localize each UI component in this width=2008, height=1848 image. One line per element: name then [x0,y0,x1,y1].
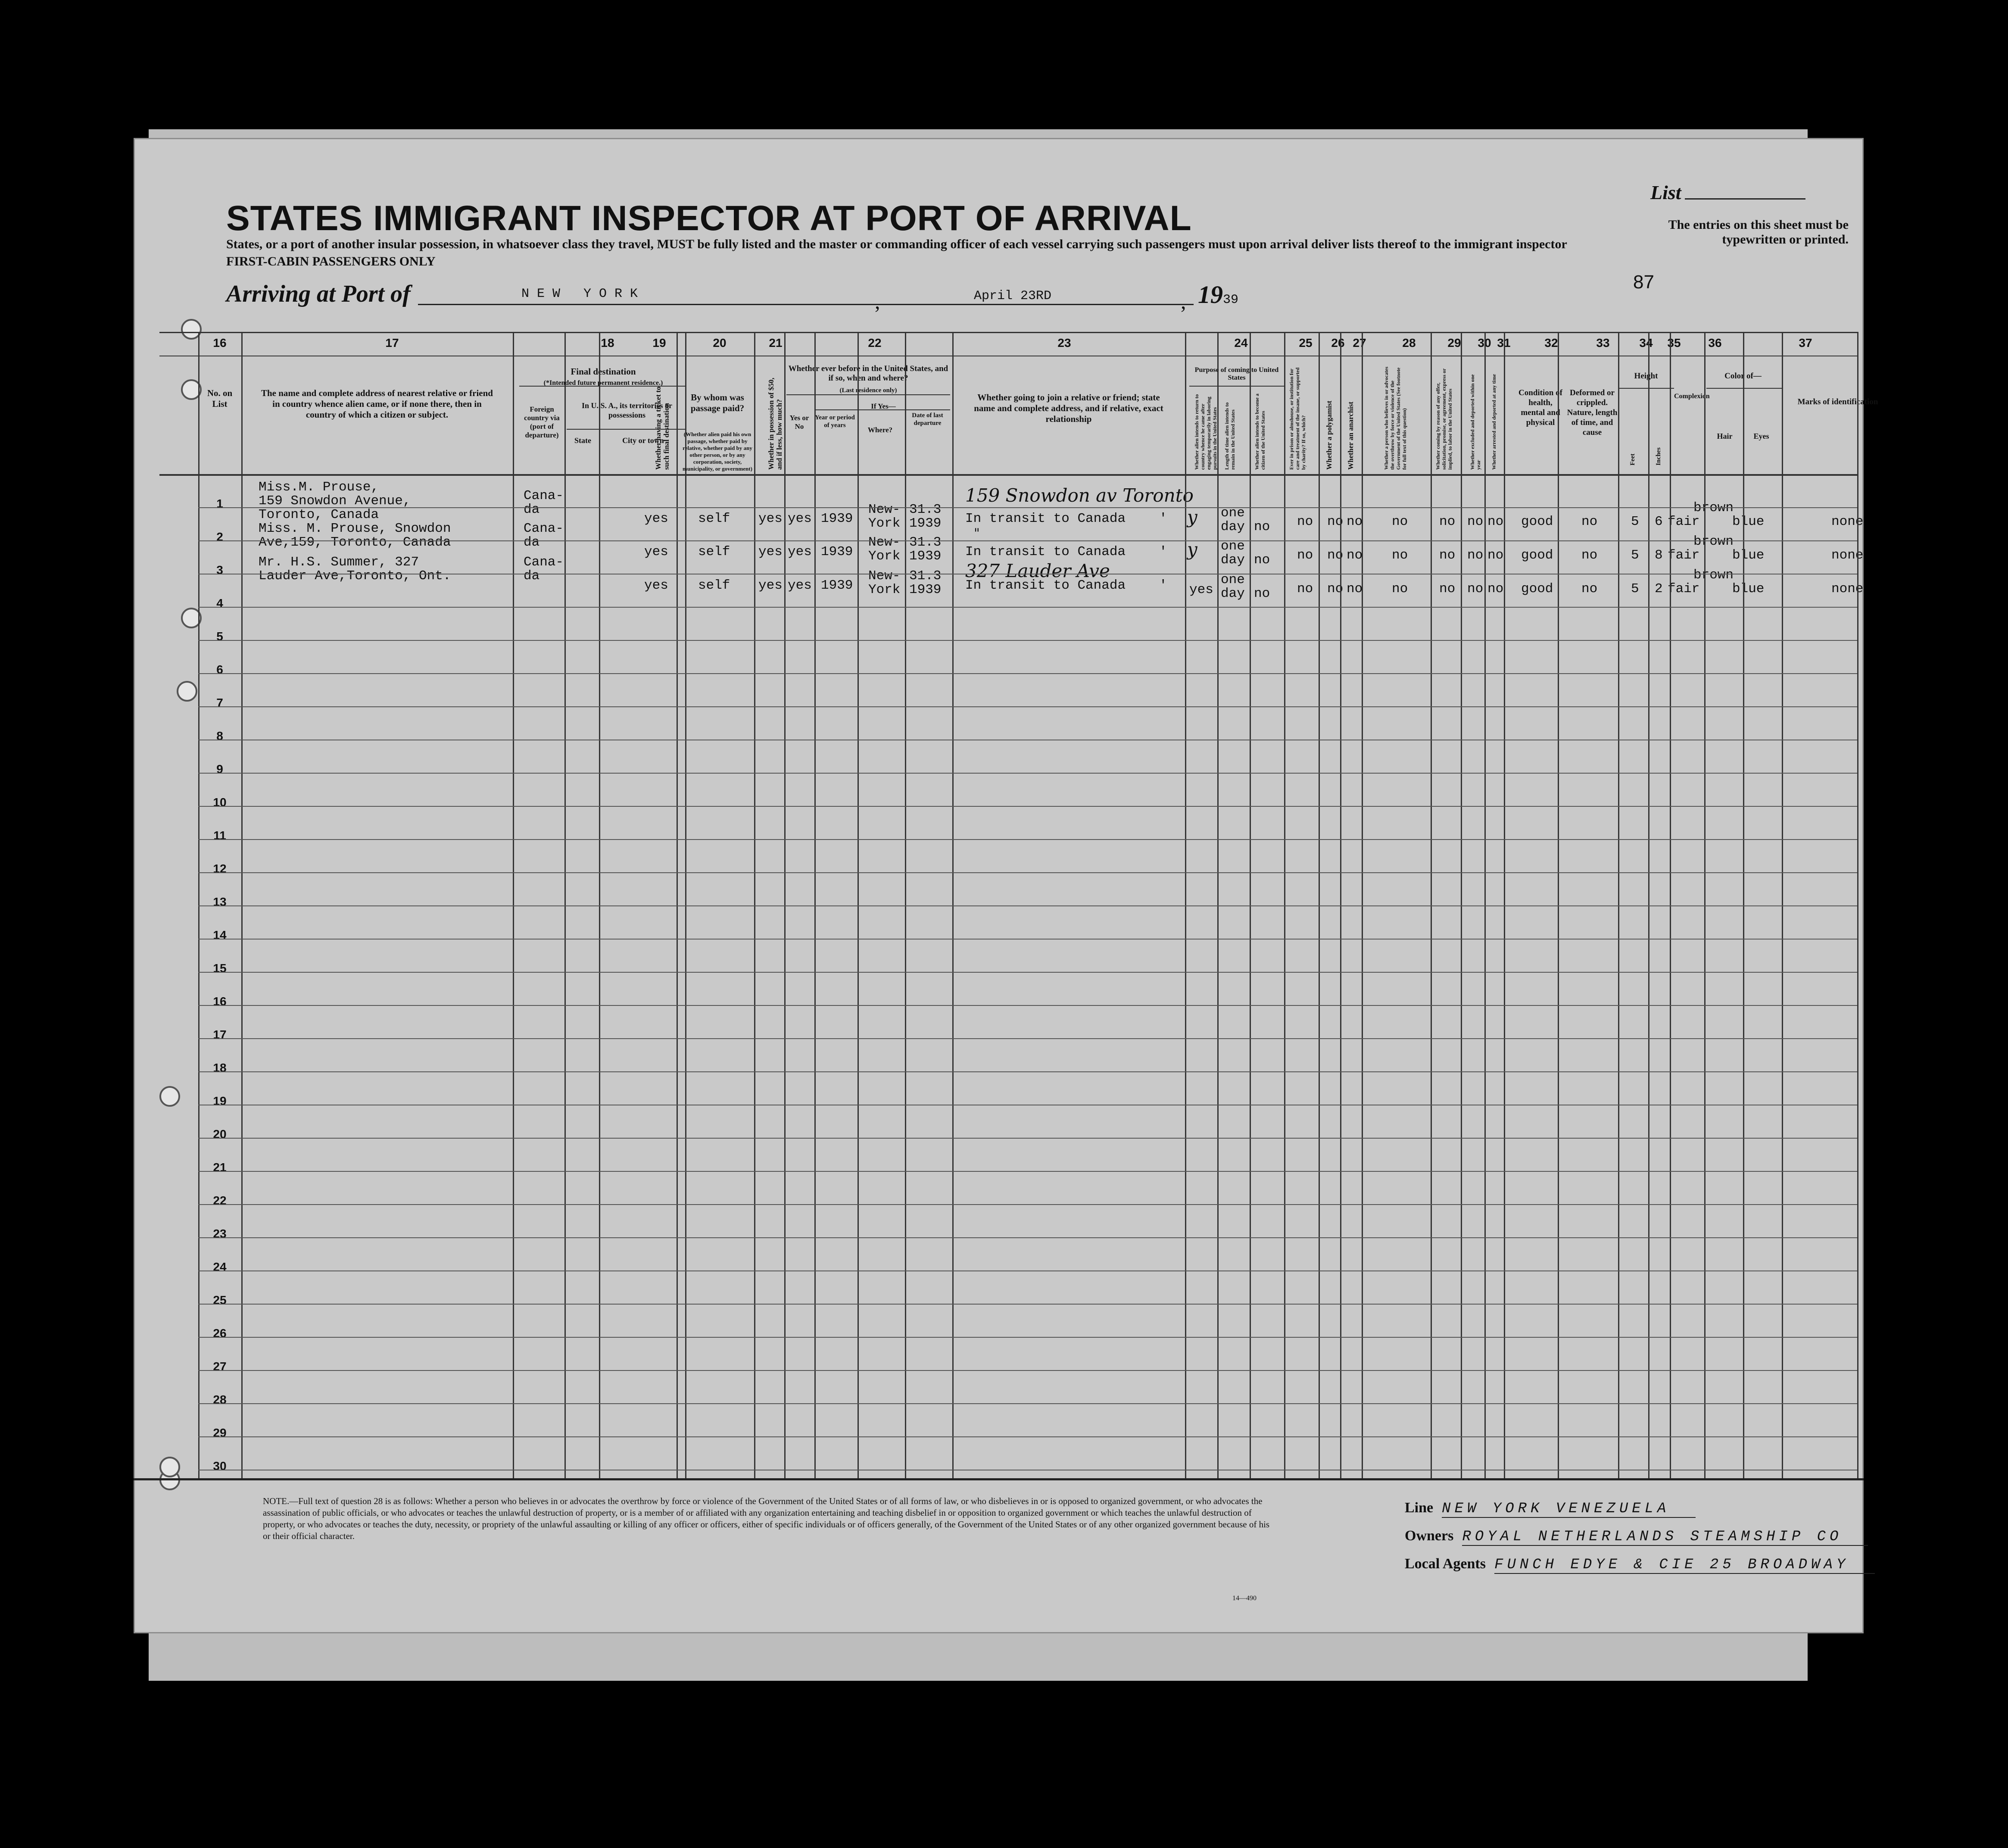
row-number: 5 [216,630,223,643]
subheader-rule [1189,386,1284,387]
q31-cell: no [1487,581,1504,596]
column-rule [1185,332,1186,1478]
hdr-prison: Ever in prison or almshouse, or institution for care and treatment of the insane, or supported by charity? If so, which? [1288,367,1306,470]
possession-cell: yes [758,544,783,559]
q29-cell: no [1439,581,1456,596]
relative-address: Ave,159, Toronto, Canada [259,535,451,550]
where-cell: New- [868,535,901,550]
col-number: 37 [1799,336,1812,350]
arrival-year: 1939 [1198,281,1239,309]
column-rule [1558,332,1559,1478]
column-rule [1782,332,1783,1478]
column-rule [1648,332,1649,1478]
where-cell: York [868,516,901,531]
hdr-q29: Whether coming by reason of any offer, solicitation, promise, or agreement, express or implied, to labor in the United States [1435,368,1453,470]
tick-mark: ' [1159,578,1167,593]
row-rule [198,1436,1857,1437]
possession-cell: yes [758,511,783,526]
sheet-number: 87 [1633,272,1654,293]
hdr-no-on-list: No. on List [207,388,233,409]
hdr-purpose-b: Length of time alien intends to remain in the United States [1224,402,1236,470]
foreign-country: Cana- [524,555,564,570]
column-rule [198,332,200,1478]
form-number: 14—490 [1232,1595,1257,1602]
relative-address: Mr. H.S. Summer, 327 [259,555,419,570]
column-rule [1284,332,1285,1478]
column-rule [1743,332,1744,1478]
anarchist-cell: no [1347,581,1363,596]
row-rule [198,773,1857,774]
q30-cell: no [1467,581,1484,596]
join-handwritten: 159 Snowdon av Toronto [965,485,1194,506]
row-rule [198,1071,1857,1072]
row-number: 15 [213,961,227,975]
hdr-paid-by: By whom was passage paid? [690,392,745,413]
hdr-state: State [574,436,591,445]
row-number: 1 [216,497,223,510]
q29-cell: no [1439,514,1456,529]
col-number: 26 [1331,336,1345,350]
column-rule [1461,332,1462,1478]
purpose-citizen-cell: no [1254,519,1270,534]
hdr-anarchist: Whether an anarchist [1347,401,1355,470]
col-number: 20 [713,336,726,350]
column-rule [1484,332,1486,1478]
row-number: 21 [213,1161,227,1174]
column-rule [1362,332,1363,1478]
column-rule [564,332,566,1478]
purpose-citizen-cell: no [1254,586,1270,601]
row-number: 9 [216,762,223,776]
comma: , [1181,289,1186,313]
hdr-marks: Marks of identification [1797,397,1878,406]
complexion-cell: fair [1668,581,1700,596]
hdr-q30: Whether excluded and deported within one year [1469,374,1481,470]
column-rule [1431,332,1432,1478]
purpose-return-cell: yes [1189,582,1213,597]
row-number: 30 [213,1459,227,1473]
hdr-where: Where? [867,426,893,434]
column-rule [677,332,678,1478]
departure-cell: 31.3 [909,568,942,584]
line-value: NEW YORK VENEZUELA [1442,1501,1696,1518]
agents-value: FUNCH EDYE & CIE 25 BROADWAY [1494,1557,1875,1574]
agents-row [1405,1556,1875,1573]
hdr-q31: Whether arrested and deported at any time [1491,374,1497,470]
row-number: 29 [213,1426,227,1439]
col-number: 35 [1667,336,1681,350]
join-handwritten: 327 Lauder Ave [965,560,1110,581]
hdr-join-relative: Whether going to join a relative or friend; state name and complete address, and if relative, exact relationship [974,392,1163,424]
column-rule [241,332,243,1478]
row-rule [198,806,1857,807]
purpose-length-cell: day [1221,586,1245,601]
inches-cell: 8 [1655,548,1663,563]
hair-cell: brown [1693,534,1734,549]
line-row [1405,1500,1696,1517]
departure-cell: 1939 [909,516,942,531]
where-cell: New- [868,568,901,584]
departure-cell: 1939 [909,582,942,597]
purpose-length-cell: one [1221,506,1245,521]
column-rule [513,332,514,1478]
deformed-cell: no [1581,514,1598,529]
row-rule [198,1370,1857,1371]
column-rule [814,332,816,1478]
ticket-cell: yes [644,578,668,593]
paid-by-cell: self [698,511,730,526]
health-cell: good [1521,548,1553,563]
hdr-color-of: Color of— [1724,371,1762,381]
list-number-line [1685,198,1805,200]
column-rule [1670,332,1671,1478]
col-number: 29 [1447,336,1461,350]
row-number: 4 [216,596,223,610]
paid-by-cell: self [698,544,730,559]
marks-cell: none [1831,581,1864,596]
relative-address: Lauder Ave,Toronto, Ont. [259,568,451,584]
agents-label: Local Agents [1405,1556,1486,1572]
hdr-feet: Feet [1629,453,1636,465]
list-label: List [1650,181,1681,203]
polygamist-cell: no [1327,514,1344,529]
row-number: 19 [213,1094,227,1108]
form-instructions: States, or a port of another insular possession, in whatsoever class they travel, MUST be fully listed and the master or commanding officer of each vessel carrying such passengers must upon arrival deliver lists thereof to the immigrant inspector [226,237,1567,251]
row-number: 11 [213,829,226,842]
purpose-length-cell: day [1221,519,1245,534]
row-rule [198,905,1857,906]
column-rule [1217,332,1219,1478]
purpose-return-cell: y [1187,539,1197,560]
q31-cell: no [1487,514,1504,529]
row-rule [198,1138,1857,1139]
marks-cell: none [1831,548,1864,563]
ticket-cell: yes [644,544,668,559]
subheader-rule [519,386,685,387]
q28-cell: no [1392,581,1408,596]
owners-value: ROYAL NETHERLANDS STEAMSHIP CO [1462,1529,1868,1546]
col-number: 34 [1639,336,1653,350]
row-rule [198,673,1857,674]
row-number: 16 [213,995,227,1008]
purpose-citizen-cell: no [1254,553,1270,568]
line-label: Line [1405,1500,1434,1516]
join-cell: In transit to Canada [965,511,1126,526]
hdr-if-yes: If Yes— [871,402,896,410]
row-rule [198,1171,1857,1172]
relative-address: Toronto, Canada [259,507,379,522]
row-number: 13 [213,895,227,908]
subheader-rule [786,394,950,395]
eyes-cell: blue [1732,514,1765,529]
row-rule [198,1270,1857,1271]
col-number: 19 [652,336,666,350]
row-rule [198,540,1857,541]
health-cell: good [1521,514,1553,529]
q29-cell: no [1439,548,1456,563]
inches-cell: 2 [1655,581,1663,596]
departure-cell: 31.3 [909,502,942,517]
hair-cell: brown [1693,568,1734,583]
column-rule [1857,332,1858,1478]
row-number: 7 [216,696,223,709]
column-rule [599,332,600,1478]
relative-address: Miss.M. Prouse, [259,480,379,495]
year-cell: 1939 [821,544,853,559]
col-number: 22 [868,336,882,350]
row-number: 20 [213,1127,227,1141]
subheader-rule [814,409,950,410]
row-number: 8 [216,729,223,743]
footer-rule [134,1478,1864,1480]
hdr-city: City or town [622,436,664,445]
row-number: 17 [213,1028,227,1041]
row-rule [198,872,1857,873]
hdr-date-departure: Date of last departure [912,412,943,427]
column-rule [857,332,859,1478]
join-cell: In transit to Canada [965,544,1126,559]
col-number: 27 [1353,336,1366,350]
port-value: NEW YORK [521,287,646,301]
row-rule [198,1304,1857,1305]
hdr-before-us: Whether ever before in the United States, and if so, when and where? [788,364,948,383]
departure-cell: 31.3 [909,535,942,550]
join-handwritten: " [974,526,980,541]
paid-by-cell: self [698,578,730,593]
year-cell: 1939 [821,511,853,526]
col-number: 23 [1057,336,1071,350]
purpose-length-cell: day [1221,553,1245,568]
hdr-relative-address: The name and complete address of nearest relative or friend in country whence alien came, or if none there, then in country of which a citizen or subject. [261,388,493,420]
col-number: 28 [1402,336,1416,350]
prison-cell: no [1297,581,1313,596]
ticket-cell: yes [644,511,668,526]
row-rule [198,640,1857,641]
foreign-country: da [524,502,540,517]
arriving-label: Arriving at Port of [226,281,411,307]
row-number: 23 [213,1227,227,1240]
where-cell: York [868,582,901,597]
row-rule [198,1237,1857,1238]
prison-cell: no [1297,548,1313,563]
q28-cell: no [1392,514,1408,529]
hdr-inches: Inches [1655,447,1662,465]
row-number: 10 [213,796,227,809]
hdr-deformed: Deformed or crippled. Nature, length of time, and cause [1567,388,1618,437]
marks-cell: none [1831,514,1864,529]
subheader-rule [1618,388,1674,389]
row-rule [198,1038,1857,1039]
date-line [892,304,1194,305]
polygamist-cell: no [1327,548,1344,563]
hdr-hair: Hair [1717,432,1733,440]
hdr-paid-by-note: (Whether alien paid his own passage, whether paid by relative, whether paid by any other person, or by any corporation, society, municipality, or government) [683,431,752,472]
hdr-before-us-note: (Last residence only) [839,387,897,394]
complexion-cell: fair [1668,548,1700,563]
before-us-cell: yes [788,578,812,593]
tick-mark: ' [1159,544,1167,559]
comma: , [875,289,880,313]
row-number: 24 [213,1260,227,1274]
arrival-date: April 23RD [974,289,1052,303]
hdr-complexion: Complexion [1674,393,1710,400]
q31-cell: no [1487,548,1504,563]
col-number: 24 [1234,336,1248,350]
year-cell: 1939 [821,578,853,593]
row-rule [198,607,1857,608]
hdr-final-destination: Final destination [571,366,636,377]
row-number: 12 [213,862,227,875]
foreign-country: da [524,568,540,584]
tick-mark: ' [1159,511,1167,526]
q28-cell: no [1392,548,1408,563]
col-number: 33 [1596,336,1610,350]
before-us-cell: yes [788,511,812,526]
col-number: 36 [1708,336,1722,350]
header-bottom-rule [159,474,1857,476]
row-number: 14 [213,928,227,942]
binder-hole [159,1457,180,1477]
row-number: 2 [216,530,223,543]
column-rule [952,332,954,1478]
hdr-ticket: Whether having a ticket to such final destination [654,386,670,470]
prison-cell: no [1297,514,1313,529]
foreign-country: da [524,535,540,550]
col-number: 17 [385,336,399,350]
col-number: 31 [1497,336,1511,350]
feet-cell: 5 [1631,514,1639,529]
departure-cell: 1939 [909,549,942,564]
column-rule [754,332,755,1478]
hdr-final-destination-note: (*Intended future permanent residence.) [543,379,663,387]
where-cell: New- [868,502,901,517]
purpose-return-cell: y [1187,506,1197,528]
deformed-cell: no [1581,548,1598,563]
column-rule [1618,332,1619,1478]
first-cabin-label: FIRST-CABIN PASSENGERS ONLY [226,254,436,268]
header-top-rule [159,332,1857,333]
subheader-rule [567,429,685,430]
hdr-eyes: Eyes [1753,432,1769,440]
row-rule [198,507,1857,508]
feet-cell: 5 [1631,581,1639,596]
polygamist-cell: no [1327,581,1344,596]
row-number: 26 [213,1327,227,1340]
hdr-possession: Whether in possession of $50, and if less, how much? [767,378,783,470]
row-rule [198,1204,1857,1205]
column-rule [1704,332,1706,1478]
hair-cell: brown [1693,500,1734,515]
row-number: 25 [213,1293,227,1307]
q30-cell: no [1467,514,1484,529]
column-rule [1504,332,1505,1478]
row-number: 3 [216,563,223,577]
row-number: 18 [213,1061,227,1074]
row-rule [198,839,1857,840]
column-rule [1340,332,1341,1478]
col-number: 30 [1478,336,1491,350]
typewritten-note: The entries on this sheet must be typewritten or printed. [1668,218,1849,247]
row-rule [198,1403,1857,1404]
col-number: 32 [1544,336,1558,350]
hdr-year-period: Year or period of years [815,414,855,429]
col-number: 16 [213,336,227,350]
manifest-table [159,332,1878,1473]
row-number: 27 [213,1360,227,1373]
purpose-length-cell: one [1221,539,1245,554]
footnote: NOTE.—Full text of question 28 is as follows: Whether a person who believes in or advocates the overthrow by force or violence of the Government of the United States or of all forms of law, or who disbelieves in or is opposed to organized government, or who advocates the assassination of public officials, or who advocates or teaches the unlawful destruction of property, or is a member of or affiliated with any organization entertaining and teaching disbelief in or opposition to organized government or which teaches the unlawful destruction of property, or who advocates or teaches the duty, necessity, or propriety of the unlawful assaulting or killing of any officer or officers, either of specific individuals or of officers generally, of the Government of the United States or of any other organized government because of his or their official character. [263,1496,1270,1541]
column-rule [1319,332,1320,1478]
relative-address: Miss. M. Prouse, Snowdon [259,521,451,536]
before-us-cell: yes [788,544,812,559]
q30-cell: no [1467,548,1484,563]
col-number: 21 [769,336,783,350]
column-rule [1250,332,1251,1478]
footer [134,1487,1864,1724]
purpose-length-cell: one [1221,572,1245,587]
hdr-height: Height [1634,371,1658,381]
foreign-country: Cana- [524,488,564,503]
col-number: 25 [1299,336,1313,350]
hdr-purpose-a: Whether alien intends to return to country whence he came after engaging temporarily in laboring pursuits in the United States [1194,394,1218,470]
form-title: STATES IMMIGRANT INSPECTOR AT PORT OF ARRIVAL [226,199,1192,238]
manifest-sheet [134,138,1878,1633]
relative-address: 159 Snowdon Avenue, [259,493,411,509]
hdr-foreign-country: Foreign country via (port of departure) [524,405,560,439]
column-rule [784,332,786,1478]
health-cell: good [1521,581,1553,596]
eyes-cell: blue [1732,548,1765,563]
join-cell: In transit to Canada [965,578,1126,593]
row-rule [198,972,1857,973]
complexion-cell: fair [1668,514,1700,529]
col-number: 18 [601,336,614,350]
hdr-purpose: Purpose of coming to United States [1194,366,1279,381]
row-rule [198,939,1857,940]
hdr-in-usa: In U. S. A., its territories or possessions [582,401,672,419]
owners-label: Owners [1405,1528,1454,1544]
hdr-q28: Whether a person who believes in or advocates the overthrow by force or violence of the Government of the United States (See footnote for full text of this question) [1383,366,1407,470]
foreign-country: Cana- [524,521,564,536]
row-number: 22 [213,1194,227,1207]
row-rule [198,706,1857,707]
deformed-cell: no [1581,581,1598,596]
hdr-purpose-c: Whether alien intends to become a citizen of the United States [1254,393,1266,470]
row-rule [198,1337,1857,1338]
inches-cell: 6 [1655,514,1663,529]
column-rule [905,332,906,1478]
hdr-yes-no: Yes or No [789,414,809,431]
column-rule [685,332,686,1478]
anarchist-cell: no [1347,514,1363,529]
where-cell: York [868,549,901,564]
hdr-health: Condition of health, mental and physical [1518,388,1562,427]
row-number: 6 [216,663,223,676]
row-number: 28 [213,1393,227,1406]
possession-cell: yes [758,578,783,593]
owners-row [1405,1528,1868,1545]
anarchist-cell: no [1347,548,1363,563]
eyes-cell: blue [1732,581,1765,596]
hdr-polygamist: Whether a polygamist [1325,400,1333,470]
feet-cell: 5 [1631,548,1639,563]
row-rule [198,1005,1857,1006]
